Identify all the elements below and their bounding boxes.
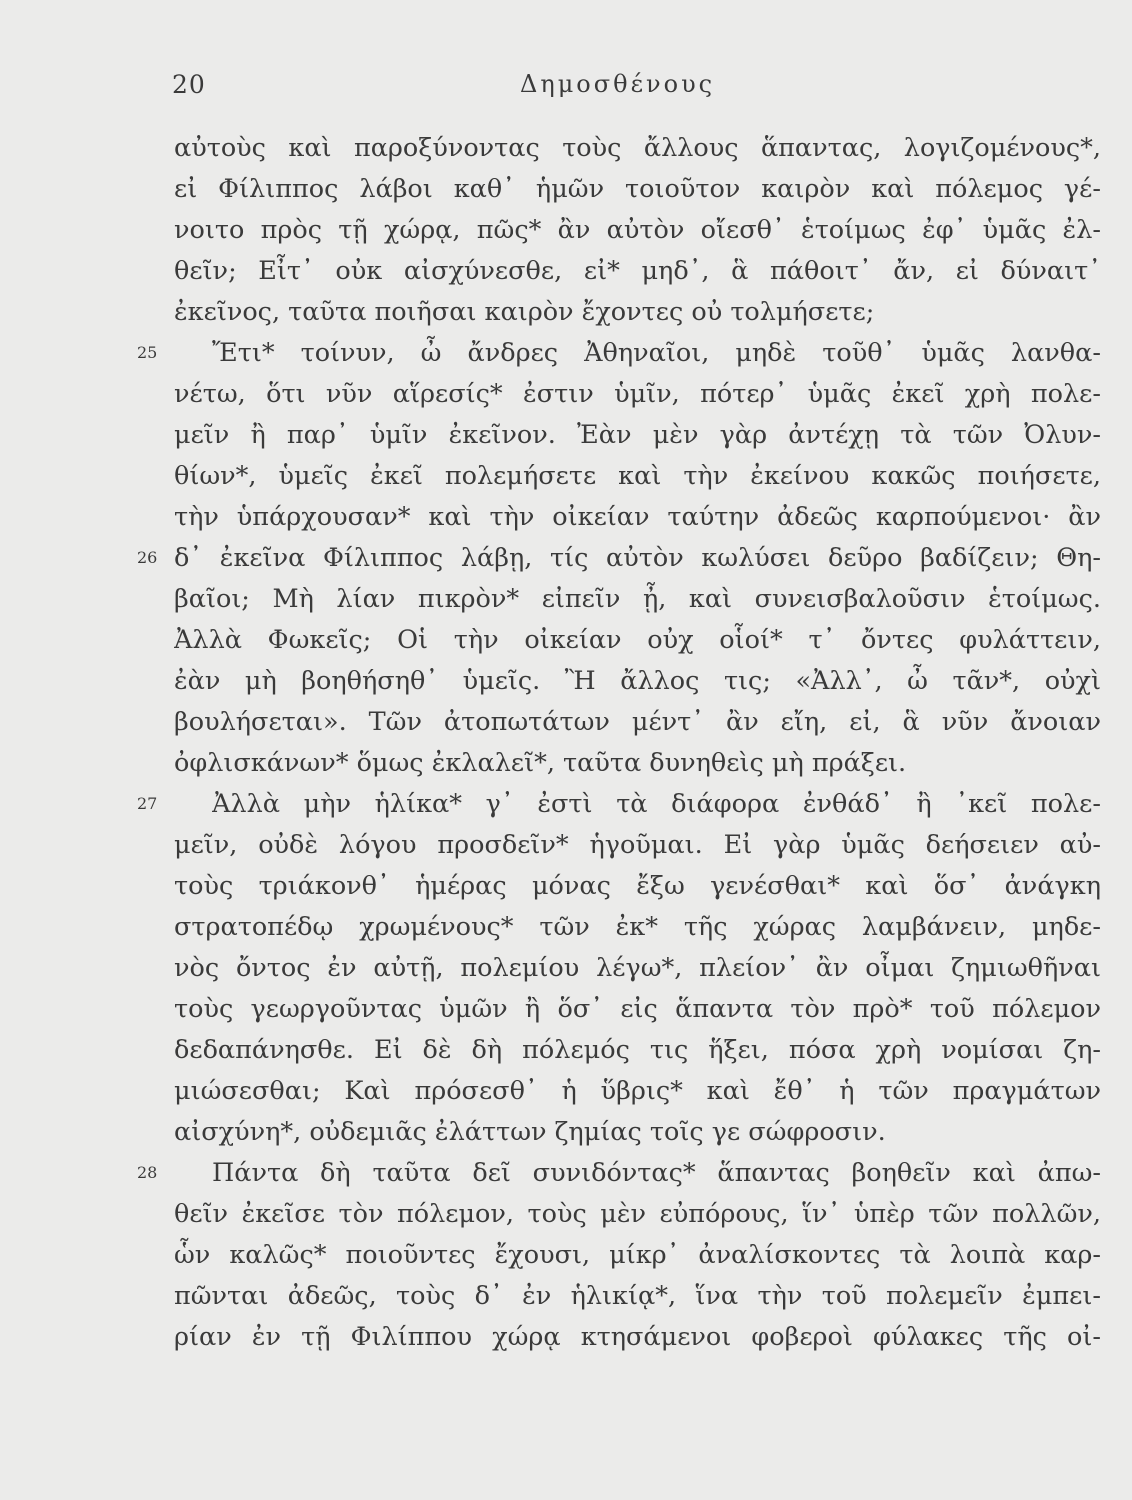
text-line: νέτω, ὅτι νῦν αἵρεσίς* ἐστιν ὑμῖν, πότερ᾽ ὑμᾶς ἐκεῖ χρὴ πολε- [174,379,1101,409]
text-line: στρατοπέδῳ χρωμένους* τῶν ἐκ* τῆς χώρας λαμβάνειν, μηδε- [174,912,1101,942]
text-line: αἰσχύνη*, οὐδεμιᾶς ἐλάττων ζημίας τοῖς γε σώφροσιν. [174,1117,886,1147]
text-line: τοὺς τριάκονθ᾽ ἡμέρας μόνας ἔξω γενέσθαι* καὶ ὅσ᾽ ἀνάγκη [174,871,1101,901]
text-line: θεῖν ἐκεῖσε τὸν πόλεμον, τοὺς μὲν εὐπόρους, ἵν᾽ ὑπὲρ τῶν πολλῶν, [174,1199,1101,1229]
text-line: εἰ Φίλιππος λάβοι καθ᾽ ἡμῶν τοιοῦτον καιρὸν καὶ πόλεμος γέ- [174,174,1101,204]
text-line: μιώσεσθαι; Καὶ πρόσεσθ᾽ ἡ ὕβρις* καὶ ἔθ᾽ ἡ τῶν πραγμάτων [174,1076,1101,1106]
text-line: Πάντα δὴ ταῦτα δεῖ συνιδόντας* ἅπαντας βοηθεῖν καὶ ἀπω- [212,1158,1101,1188]
page-number: 20 [172,70,206,99]
text-line: θεῖν; Εἶτ᾽ οὐκ αἰσχύνεσθε, εἰ* μηδ᾽, ἃ πάθοιτ᾽ ἄν, εἰ δύναιτ᾽ [174,256,1101,286]
text-line: δεδαπάνησθε. Εἰ δὲ δὴ πόλεμός τις ἥξει, πόσα χρὴ νομίσαι ζη- [174,1035,1101,1065]
text-line: νὸς ὄντος ἐν αὐτῇ, πολεμίου λέγω*, πλείον᾽ ἂν οἶμαι ζημιωθῆναι [174,953,1101,983]
text-line: τὴν ὑπάρχουσαν* καὶ τὴν οἰκείαν ταύτην ἀδεῶς καρπούμενοι· ἂν [174,502,1101,532]
text-line: ἐὰν μὴ βοηθήσηθ᾽ ὑμεῖς. Ἢ ἄλλος τις; «Ἀλλ᾽, ὦ τᾶν*, οὐχὶ [174,666,1101,696]
text-line: Ἀλλὰ μὴν ἡλίκα* γ᾽ ἐστὶ τὰ διάφορα ἐνθάδ᾽ ἢ ᾽κεῖ πολε- [212,789,1101,819]
text-line: νοιτο πρὸς τῇ χώρᾳ, πῶς* ἂν αὐτὸν οἴεσθ᾽ ἑτοίμως ἐφ᾽ ὑμᾶς ἐλ- [174,215,1101,245]
section-number: 27 [137,794,158,813]
text-line: ὀφλισκάνων* ὅμως ἐκλαλεῖ*, ταῦτα δυνηθεὶς μὴ πράξει. [174,748,907,778]
section-number: 26 [137,548,158,567]
text-line: ὧν καλῶς* ποιοῦντες ἔχουσι, μίκρ᾽ ἀναλίσκοντες τὰ λοιπὰ καρ- [174,1240,1101,1270]
text-line: βαῖοι; Μὴ λίαν πικρὸν* εἰπεῖν ᾖ, καὶ συνεισβαλοῦσιν ἑτοίμως. [174,584,1101,614]
text-line: ἐκεῖνος, ταῦτα ποιῆσαι καιρὸν ἔχοντες οὐ τολμήσετε; [174,297,875,327]
running-head: Δημοσθένους [520,70,716,98]
text-line: θίων*, ὑμεῖς ἐκεῖ πολεμήσετε καὶ τὴν ἐκείνου κακῶς ποιήσετε, [174,461,1101,491]
text-line: πῶνται ἀδεῶς, τοὺς δ᾽ ἐν ἡλικίᾳ*, ἵνα τὴν τοῦ πολεμεῖν ἐμπει- [174,1281,1101,1311]
text-line: βουλήσεται». Τῶν ἀτοπωτάτων μέντ᾽ ἂν εἴη, εἰ, ἃ νῦν ἄνοιαν [174,707,1101,737]
text-line: τοὺς γεωργοῦντας ὑμῶν ἢ ὅσ᾽ εἰς ἅπαντα τὸν πρὸ* τοῦ πόλεμον [174,994,1101,1024]
text-line: μεῖν ἢ παρ᾽ ὑμῖν ἐκεῖνον. Ἐὰν μὲν γὰρ ἀντέχῃ τὰ τῶν Ὀλυν- [174,420,1101,450]
section-number: 28 [137,1163,158,1182]
section-number: 25 [137,343,158,362]
text-line: αὐτοὺς καὶ παροξύνοντας τοὺς ἄλλους ἅπαντας, λογιζομένους*, [174,133,1101,163]
text-line: δ᾽ ἐκεῖνα Φίλιππος λάβῃ, τίς αὐτὸν κωλύσει δεῦρο βαδίζειν; Θη- [174,543,1101,573]
text-line: Ἀλλὰ Φωκεῖς; Οἱ τὴν οἰκείαν οὐχ οἷοί* τ᾽ ὄντες φυλάττειν, [174,625,1101,655]
text-line: ρίαν ἐν τῇ Φιλίππου χώρᾳ κτησάμενοι φοβεροὶ φύλακες τῆς οἰ- [174,1322,1101,1352]
text-line: μεῖν, οὐδὲ λόγου προσδεῖν* ἡγοῦμαι. Εἰ γὰρ ὑμᾶς δεήσειεν αὐ- [174,830,1101,860]
text-line: Ἔτι* τοίνυν, ὦ ἄνδρες Ἀθηναῖοι, μηδὲ τοῦθ᾽ ὑμᾶς λανθα- [212,338,1101,368]
